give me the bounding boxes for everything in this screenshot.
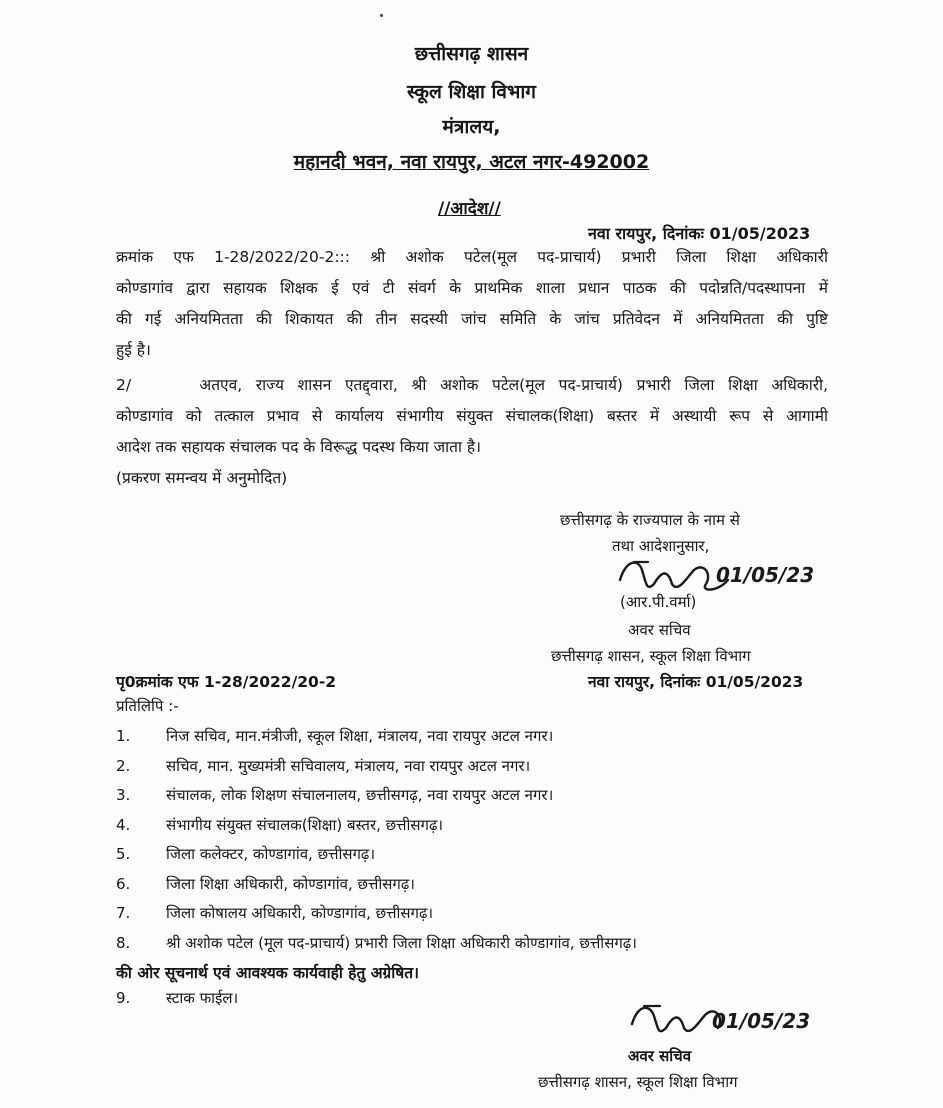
signature-1-date: 01/05/23 [716, 563, 815, 587]
endorsement-number: पृ0क्रमांक एफ 1-28/2022/20-2 [116, 673, 337, 691]
header-address: महानदी भवन, नवा रायपुर, अटल नगर-492002 [293, 151, 650, 173]
endorsement-date: नवा रायपुर, दिनांकः 01/05/2023 [588, 673, 804, 691]
copy-list [116, 722, 637, 958]
governor-line: छत्तीसगढ़ के राज्यपाल के नाम से [560, 511, 740, 529]
copy-label: प्रतिलिपि :- [116, 697, 179, 715]
para2-line-2: कोण्डागांव को तत्काल प्रभाव से कार्यालय संभागीय संयुक्त संचालक(शिक्षा) बस्तर में अस्थायी रूप से आगामी [116, 407, 828, 425]
list-item: 1. निज सचिव, मान.मंत्रीजी, स्कूल शिक्षा, मंत्रालय, नवा रायपुर अटल नगर। [116, 727, 554, 745]
forward-note: की ओर सूचनार्थ एवं आवश्यक कार्यवाही हेतु अग्रेषित। [116, 964, 419, 982]
para2-line-3: आदेश तक सहायक संचालक पद के विरूद्ध पदस्थ किया जाता है। [116, 438, 482, 456]
order-line: तथा आदेशानुसार, [612, 537, 710, 555]
paragraph-1 [116, 242, 828, 366]
signatory-department: छत्तीसगढ़ शासन, स्कूल शिक्षा विभाग [551, 647, 751, 665]
approval-note: (प्रकरण समन्वय में अनुमोदित) [116, 469, 288, 487]
para1-line-3: की गई अनियमितता की शिकायत की तीन सदस्यी जांच समिति के जांच प्रतिवेदन में अनियमितता की पुष्टि [116, 310, 828, 328]
signature-2 [622, 990, 832, 1050]
header-line-3: मंत्रालय, [442, 116, 501, 138]
header-line-2: स्कूल शिक्षा विभाग [407, 81, 536, 103]
order-date: नवा रायपुर, दिनांकः 01/05/2023 [588, 224, 811, 243]
list-item: 3. संचालक, लोक शिक्षण संचालनालय, छत्तीसगढ़, नवा रायपुर अटल नगर। [116, 786, 554, 804]
list-item: 4. संभागीय संयुक्त संचालक(शिक्षा) बस्तर, छत्तीसगढ़। [116, 815, 444, 834]
list-item: 7. जिला कोषालय अधिकारी, कोण्डागांव, छत्तीसगढ़। [116, 904, 434, 922]
speck [380, 14, 383, 17]
list-item-9: 9. स्टाक फाईल। [116, 989, 239, 1007]
list-item: 8. श्री अशोक पटेल (मूल पद-प्राचार्य) प्रभारी जिला शिक्षा अधिकारी कोण्डागांव, छत्तीसगढ़। [116, 933, 637, 952]
list-item: 5. जिला कलेक्टर, कोण्डागांव, छत्तीसगढ़। [116, 845, 376, 863]
signatory-2-designation: अवर सचिव [628, 1047, 692, 1065]
signatory-2-department: छत्तीसगढ़ शासन, स्कूल शिक्षा विभाग [538, 1073, 738, 1091]
signatory-designation: अवर सचिव [628, 621, 691, 639]
order-title: //आदेश// [438, 199, 501, 219]
signatory-name: (आर.पी.वर्मा) [620, 593, 697, 611]
para1-line-2: कोण्डागांव द्वारा सहायक शिक्षक ई एवं टी संवर्ग के प्राथमिक शाला प्रधान पाठक की पदोन्नति/पदस्थापना में [116, 279, 828, 297]
list-item: 2. सचिव, मान. मुख्यमंत्री सचिवालय, मंत्रालय, नवा रायपुर अटल नगर। [116, 756, 531, 775]
para1-line-4: हुई है। [116, 341, 151, 359]
para1-line-1: क्रमांक एफ 1-28/2022/20-2::: श्री अशोक पटेल(मूल पद-प्राचार्य) प्रभारी जिला शिक्षा अधिकारी [116, 248, 828, 266]
para2-line-1: 2/ अतएव, राज्य शासन एतद्द्वारा, श्री अशोक पटेल(मूल पद-प्राचार्य) प्रभारी जिला शिक्षा अधिकारी, [116, 376, 828, 394]
list-item: 6. जिला शिक्षा अधिकारी, कोण्डागांव, छत्तीसगढ़। [116, 874, 415, 893]
signature-2-date: 01/05/23 [712, 1009, 811, 1033]
paragraph-2 [116, 370, 828, 463]
header-line-1: छत्तीसगढ़ शासन [414, 43, 529, 65]
